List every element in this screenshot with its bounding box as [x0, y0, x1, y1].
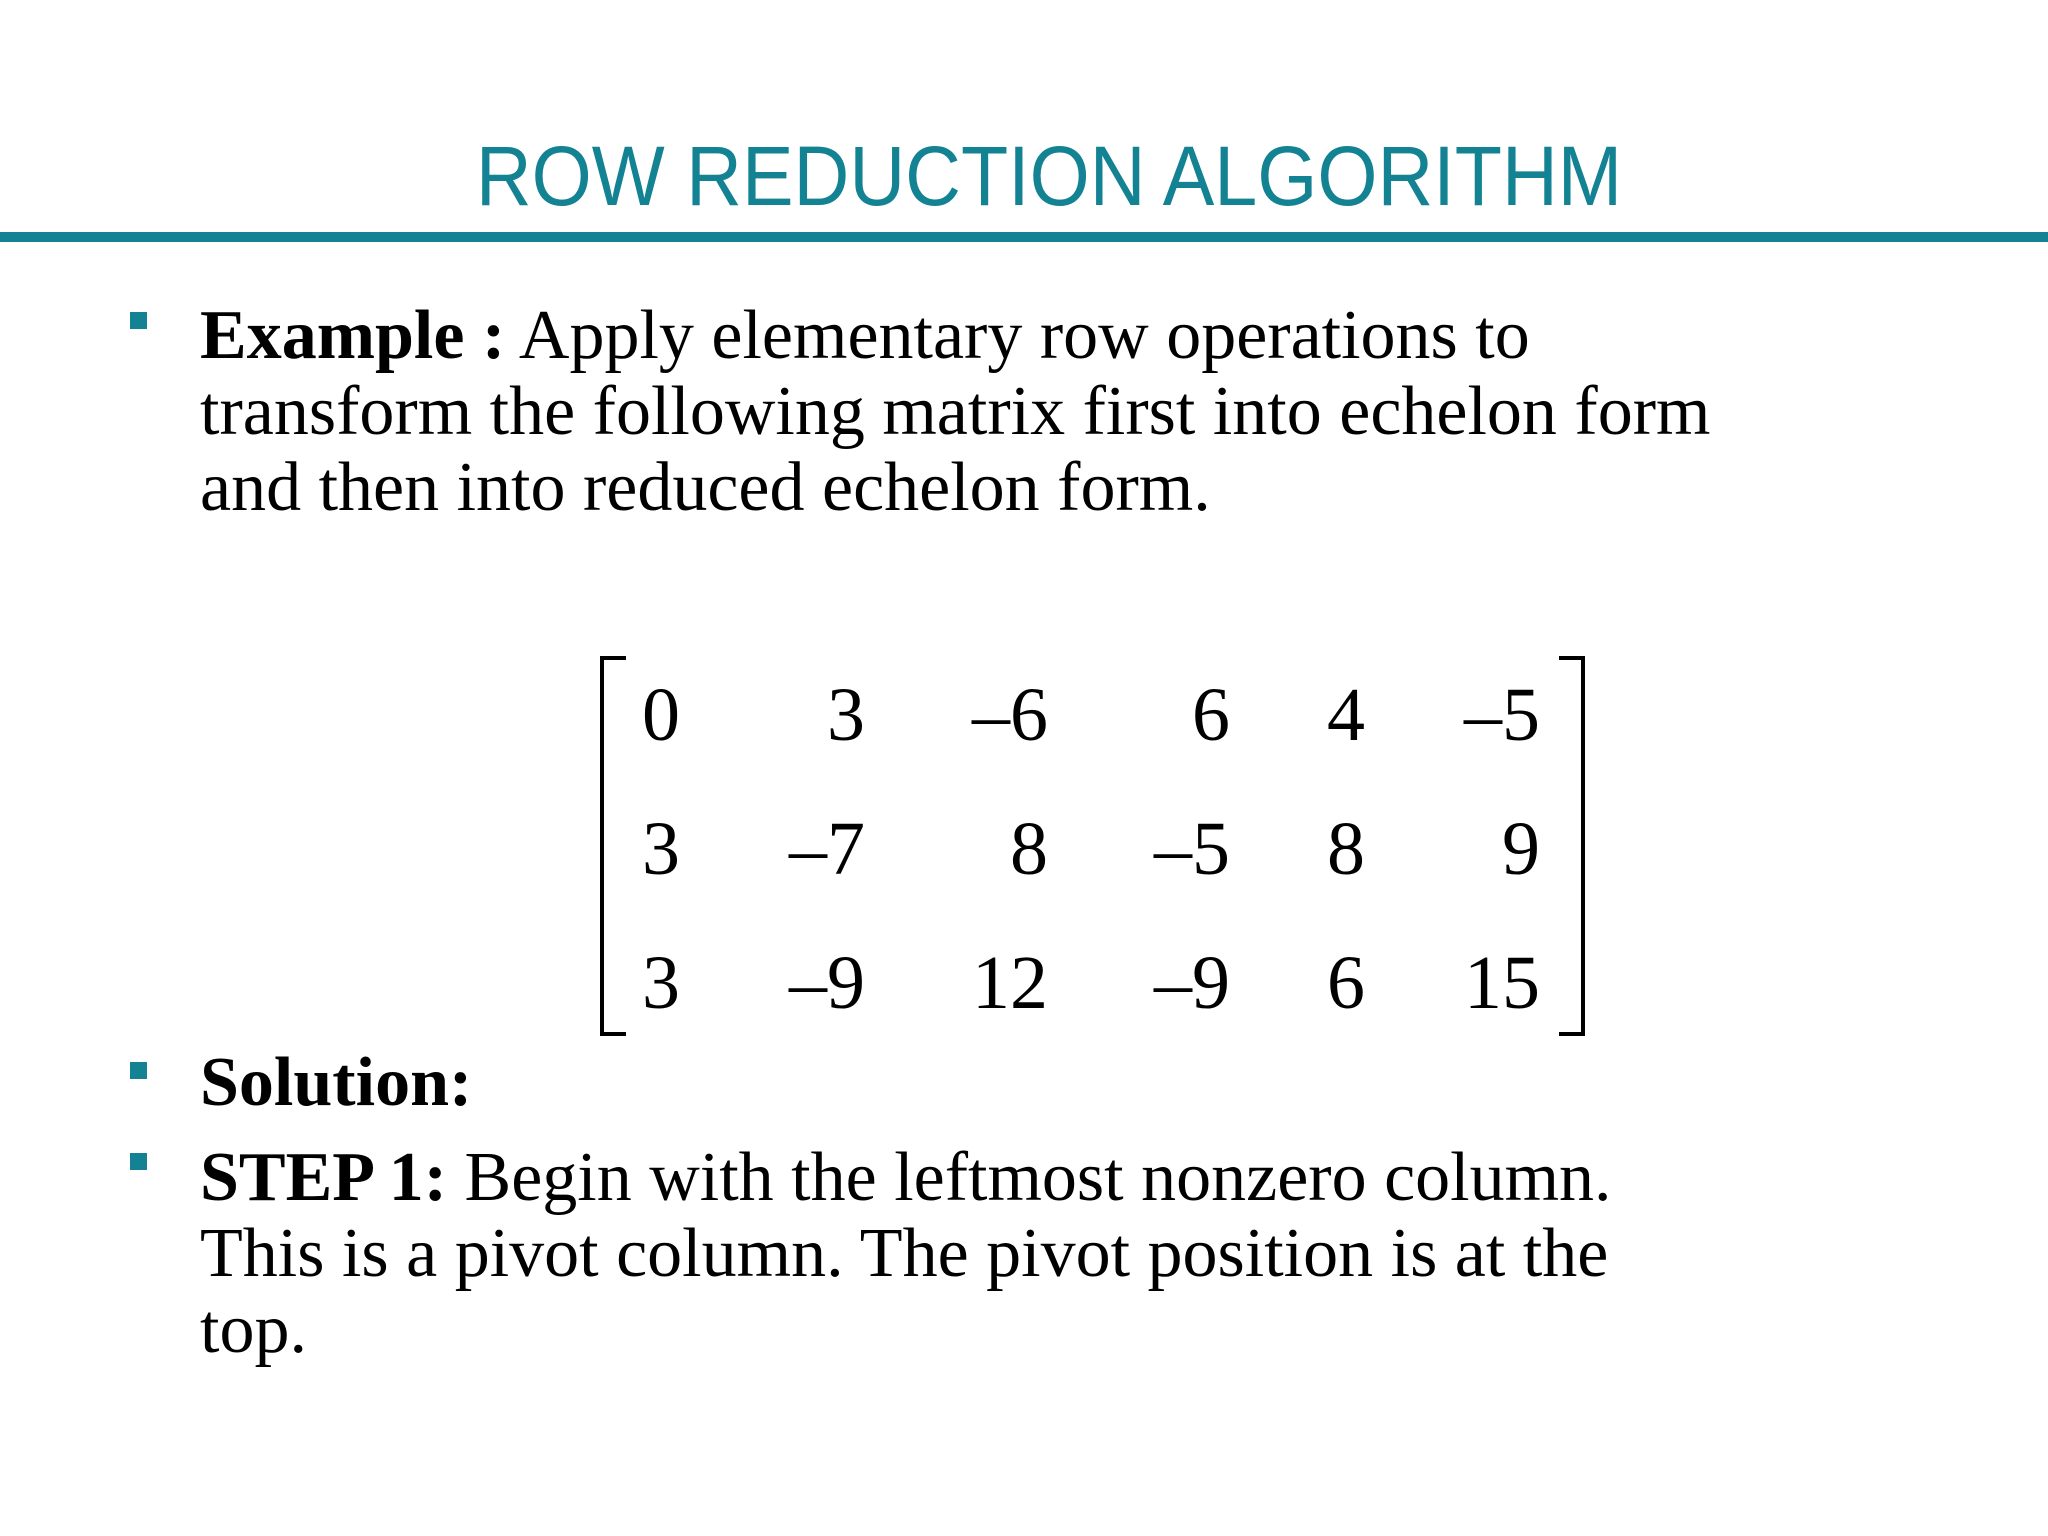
- solution-paragraph: [200, 1045, 472, 1121]
- matrix-cell-r3-c4: –9: [1154, 941, 1230, 1025]
- matrix-cell-r1-c2: 3: [827, 673, 865, 757]
- matrix-cell-r1-c1: 0: [642, 673, 680, 757]
- example-text-1: Apply elementary row operations to: [505, 297, 1530, 374]
- matrix-cell-r2-c3: 8: [1010, 807, 1048, 891]
- matrix-cell-r3-c1: 3: [642, 941, 680, 1025]
- matrix-cell-r2-c1: 3: [642, 807, 680, 891]
- matrix-cell-r2-c2: –7: [789, 807, 865, 891]
- augmented-matrix: [600, 656, 1585, 1036]
- step1-label: STEP 1:: [200, 1139, 448, 1216]
- example-line-2: transform the following matrix first into echelon form: [200, 373, 1711, 450]
- matrix-cell-r1-c3: –6: [972, 673, 1048, 757]
- matrix-cell-r1-c4: 6: [1192, 673, 1230, 757]
- matrix-cell-r1-c5: 4: [1327, 673, 1365, 757]
- matrix-right-bracket: [1559, 656, 1585, 1036]
- step1-line-1: [200, 1140, 1612, 1216]
- step1-text-1: Begin with the leftmost nonzero column.: [447, 1139, 1612, 1216]
- step1-line-2: This is a pivot column. The pivot position is at the: [200, 1215, 1609, 1292]
- step1-paragraph: [200, 1140, 1612, 1368]
- matrix-cell-r2-c5: 8: [1327, 807, 1365, 891]
- matrix-cell-r3-c5: 6: [1327, 941, 1365, 1025]
- bullet-square-icon: [130, 312, 147, 329]
- step1-line-3: top.: [200, 1291, 307, 1368]
- slide-title: ROW REDUCTION ALGORITHM: [475, 129, 1623, 223]
- matrix-cell-r1-c6: –5: [1464, 673, 1540, 757]
- bullet-square-icon: [130, 1153, 147, 1170]
- bullet-square-icon: [130, 1062, 147, 1079]
- matrix-cell-r3-c2: –9: [789, 941, 865, 1025]
- matrix-cell-r2-c4: –5: [1154, 807, 1230, 891]
- example-paragraph: [200, 298, 1710, 526]
- example-line-3: and then into reduced echelon form.: [200, 449, 1211, 526]
- title-divider: [0, 232, 2048, 242]
- matrix-cell-r3-c3: 12: [972, 941, 1048, 1025]
- matrix-cell-r2-c6: 9: [1502, 807, 1540, 891]
- example-label: Example :: [200, 297, 506, 374]
- solution-label: Solution:: [200, 1044, 473, 1121]
- example-line-1: [200, 298, 1710, 374]
- matrix-cell-r3-c6: 15: [1464, 941, 1540, 1025]
